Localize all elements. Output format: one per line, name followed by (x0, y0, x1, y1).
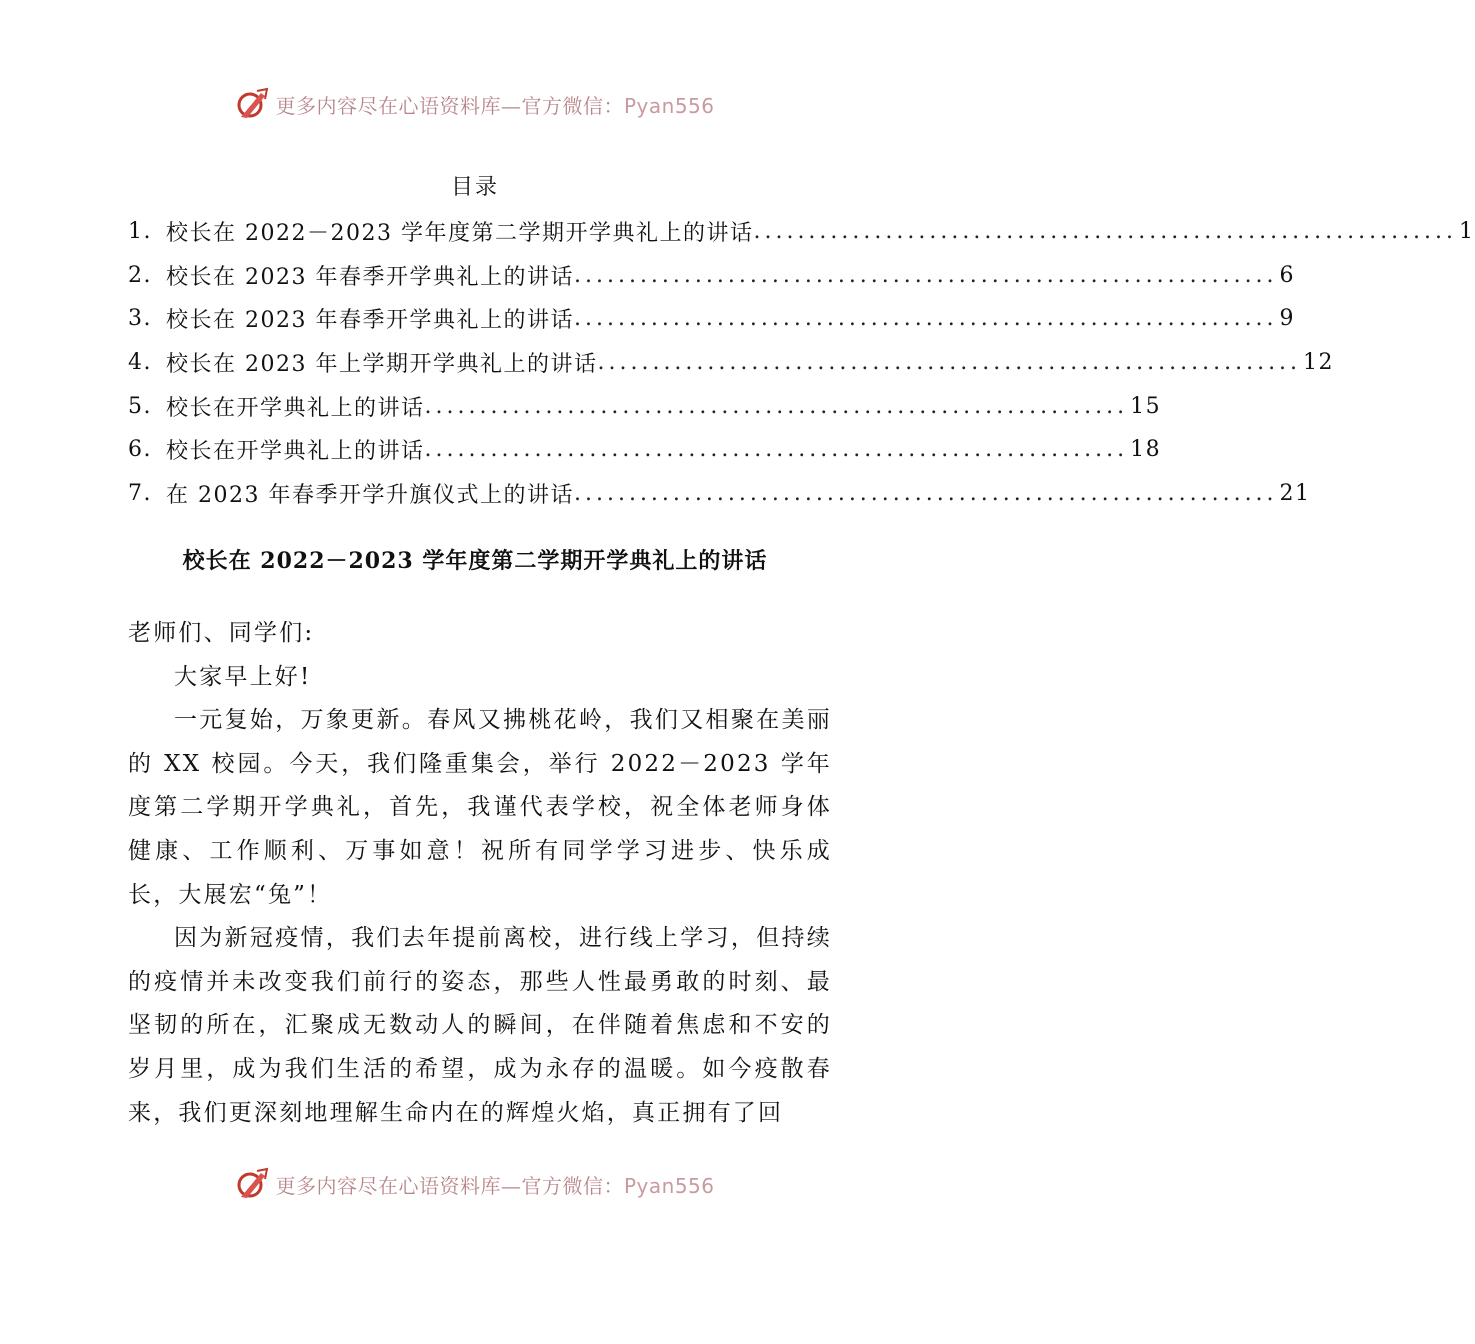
toc-leader: ................................................................ (597, 350, 1302, 376)
banner-text: 更多内容尽在心语资料库—官方微信：Pyan556 (275, 1173, 715, 1198)
toc-item[interactable]: 3. 校长在 2023 年春季开学典礼上的讲话 ................................................................ 9 (128, 297, 832, 341)
banner-wechat: Pyan556 (623, 1173, 715, 1198)
header-banner (0, 84, 950, 124)
banner-text: 更多内容尽在心语资料库—官方微信：Pyan556 (275, 93, 715, 118)
footer-banner (0, 1164, 950, 1204)
paragraph: 因为新冠疫情，我们去年提前离校，进行线上学习，但持续的疫情并未改变我们前行的姿态，那些人性最勇敢的时刻、最坚韧的所在，汇聚成无数动人的瞬间，在伴随着焦虑和不安的岁月里，成为我们生活的希望，成为永存的温暖。如今疫散春来，我们更深刻地理解生命内在的辉煌火焰，真正拥有了回 (128, 925, 832, 1126)
toc-item-page: 18 (1130, 437, 1162, 463)
toc-item[interactable]: 4. 校长在 2023 年上学期开学典礼上的讲话 ................................................................ 12 (128, 341, 832, 385)
salutation: 老师们、同学们: (128, 620, 315, 646)
article-title: 校长在 2022－2023 学年度第二学期开学典礼上的讲话 (182, 548, 768, 574)
article-body (128, 612, 832, 1135)
toc-item-page: 1 (1459, 219, 1475, 245)
toc-item-label: 校长在 2023 年上学期开学典礼上的讲话 (166, 352, 598, 378)
toc-item[interactable]: 6. 校长在开学典礼上的讲话 ................................................................ 18 (128, 428, 832, 472)
toc-item-label: 校长在开学典礼上的讲话 (166, 439, 425, 465)
toc-item-label: 校长在 2023 年春季开学典礼上的讲话 (166, 264, 574, 290)
toc-item-label: 校长在 2023 年春季开学典礼上的讲话 (166, 308, 574, 334)
toc-item-page: 15 (1130, 393, 1162, 419)
greeting: 大家早上好! (174, 663, 312, 690)
toc-item-page: 9 (1279, 306, 1296, 332)
toc-leader: ................................................................ (753, 219, 1458, 245)
toc-leader: ................................................................ (573, 262, 1278, 288)
toc-item[interactable]: 5. 校长在开学典礼上的讲话 ................................................................ 15 (128, 384, 832, 428)
paragraph: 一元复始，万象更新。春风又拂桃花岭，我们又相聚在美丽的 XX 校园。今天，我们隆重集会，举行 2022－2023 学年度第二学期开学典礼，首先，我谨代表学校，祝全体老师身体健康、工作顺利、万事如意！祝所有同学学习进步、快乐成长，大展宏“兔”！ (128, 707, 832, 908)
toc-item-page: 21 (1279, 480, 1311, 506)
toc-item[interactable]: 7. 在 2023 年春季开学升旗仪式上的讲话 ................................................................ 21 (128, 472, 832, 516)
pen-logo-icon (235, 1167, 269, 1201)
toc-item-label: 在 2023 年春季开学升旗仪式上的讲话 (166, 482, 574, 508)
toc-leader: ................................................................ (573, 480, 1278, 506)
toc-item[interactable]: 1. 校长在 2022－2023 学年度第二学期开学典礼上的讲话 ................................................................ 1 (128, 210, 832, 254)
toc-item-label: 校长在 2022－2023 学年度第二学期开学典礼上的讲话 (166, 221, 754, 247)
table-of-contents (128, 210, 1475, 515)
banner-wechat: Pyan556 (623, 93, 715, 118)
toc-item[interactable]: 2. 校长在 2023 年春季开学典礼上的讲话 ................................................................ 6 (128, 254, 832, 298)
toc-leader: ................................................................ (573, 306, 1278, 332)
toc-leader: ................................................................ (424, 437, 1129, 463)
toc-item-label: 校长在开学典礼上的讲话 (166, 395, 425, 421)
pen-logo-icon (235, 87, 269, 121)
toc-item-page: 12 (1303, 350, 1335, 376)
toc-item-page: 6 (1279, 262, 1296, 288)
toc-leader: ................................................................ (424, 393, 1129, 419)
toc-title: 目录 (450, 175, 499, 200)
